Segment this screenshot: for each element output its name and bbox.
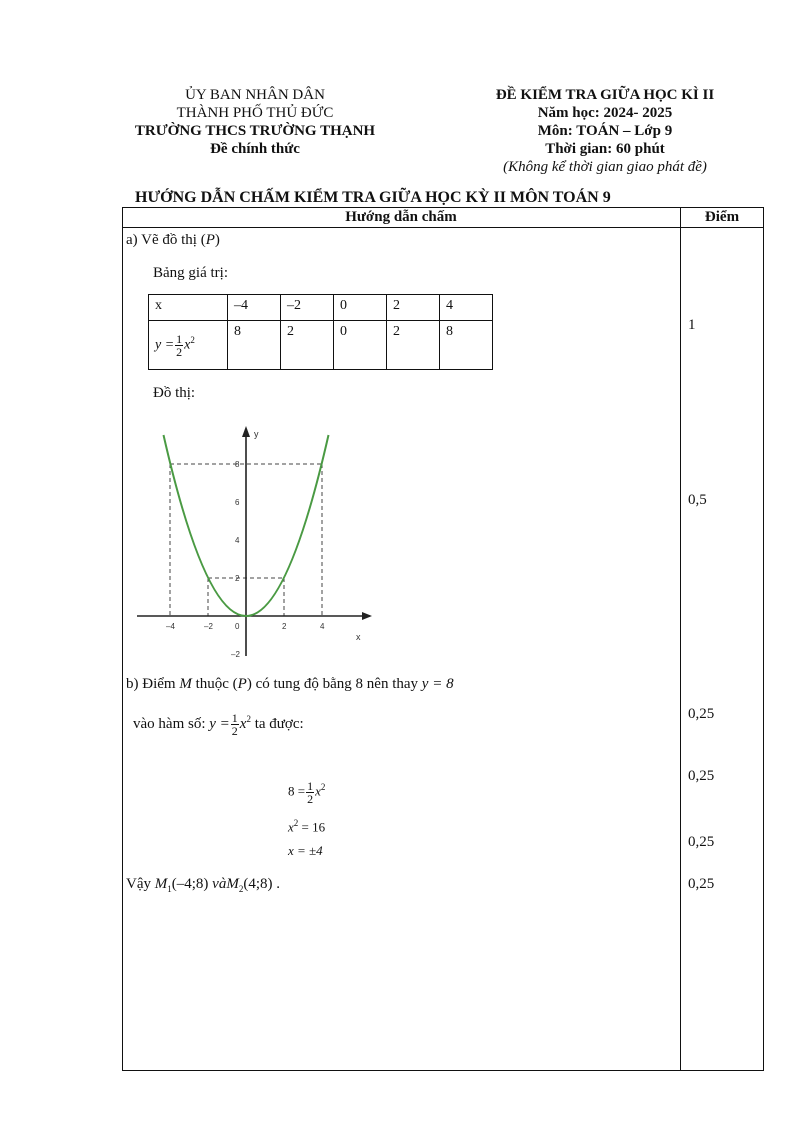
official-label: Đề chính thức	[210, 141, 300, 157]
conclusion: Vậy $M_1(-4;8)$ vàM$_2$(4;8) .	[126, 876, 281, 894]
score-value: 0,25	[688, 768, 715, 784]
equation-2: $x^2 = 16$	[288, 818, 326, 835]
header-divider	[122, 227, 764, 228]
score-value: 0,25	[688, 834, 715, 850]
column-header-guide: Hướng dẫn chấm	[345, 209, 457, 225]
score-value: 1	[688, 317, 696, 333]
y-value: 2	[387, 321, 440, 370]
part-a-heading: a) Vẽ đồ thị (P)	[126, 232, 220, 248]
x-value: 2	[387, 295, 440, 321]
equation-1: 8 = $\frac{1}{2}$ $x^2$	[288, 779, 326, 806]
x-value: 0	[334, 295, 387, 321]
column-header-score: Điểm	[704, 209, 740, 225]
x-label: x	[149, 295, 228, 321]
svg-text:–4: –4	[166, 622, 175, 631]
fraction: $\frac{1}{2}$	[231, 711, 238, 738]
equation-3: x = ±4	[288, 843, 323, 858]
fraction: $\frac{1}{2}$	[307, 779, 314, 806]
duration: Thời gian: 60 phút	[545, 141, 665, 157]
score-value: 0,25	[688, 876, 715, 892]
svg-text:4: 4	[320, 622, 325, 631]
svg-text:2: 2	[282, 622, 287, 631]
svg-text:0: 0	[235, 622, 240, 631]
x-value: 4	[440, 295, 493, 321]
exam-title: ĐỀ KIỂM TRA GIỮA HỌC KÌ II	[495, 87, 715, 103]
parabola-graph	[130, 420, 380, 665]
column-divider	[680, 207, 681, 1071]
svg-text:y: y	[254, 429, 259, 439]
document-title: HƯỚNG DẪN CHẤM KIỂM TRA GIỮA HỌC KỲ II MÔN TOÁN 9	[135, 189, 611, 206]
svg-text:4: 4	[235, 536, 240, 545]
y-value: 2	[281, 321, 334, 370]
svg-text:–2: –2	[231, 650, 240, 659]
y-label: y = $\frac{1}{2}$ $x^2$	[149, 321, 228, 370]
x-value: –4	[228, 295, 281, 321]
x-value: –2	[281, 295, 334, 321]
svg-text:8: 8	[235, 460, 240, 469]
school-year: Năm học: 2024- 2025	[537, 105, 673, 121]
svg-text:x: x	[356, 632, 361, 642]
school-header	[105, 86, 405, 158]
subject: Môn: TOÁN – Lớp 9	[537, 123, 673, 139]
y-value: 8	[228, 321, 281, 370]
part-b-line2: vào hàm số: y = $\frac{1}{2}$ $x^2$ ta được:	[133, 711, 304, 738]
y-value: 8	[440, 321, 493, 370]
score-value: 0,5	[688, 492, 707, 508]
y-value: 0	[334, 321, 387, 370]
exam-header	[440, 86, 770, 176]
school-name: TRƯỜNG THCS TRƯỜNG THẠNH	[134, 123, 376, 139]
duration-note: (Không kể thời gian giao phát đề)	[503, 159, 707, 175]
svg-text:6: 6	[235, 498, 240, 507]
values-table	[148, 294, 493, 370]
fraction: $\frac{1}{2}$	[176, 331, 183, 359]
graph-label: Đồ thị:	[153, 385, 196, 401]
score-value: 0,25	[688, 706, 715, 722]
part-b-line1: b) Điểm M thuộc (P) có tung độ bằng 8 nên thay y = 8	[126, 676, 454, 692]
city-name: THÀNH PHỐ THỦ ĐỨC	[176, 105, 334, 121]
svg-text:2: 2	[235, 574, 240, 583]
svg-text:–2: –2	[204, 622, 213, 631]
committee-name: ỦY BAN NHÂN DÂN	[185, 87, 325, 103]
values-table-label: Bảng giá trị:	[153, 265, 228, 281]
